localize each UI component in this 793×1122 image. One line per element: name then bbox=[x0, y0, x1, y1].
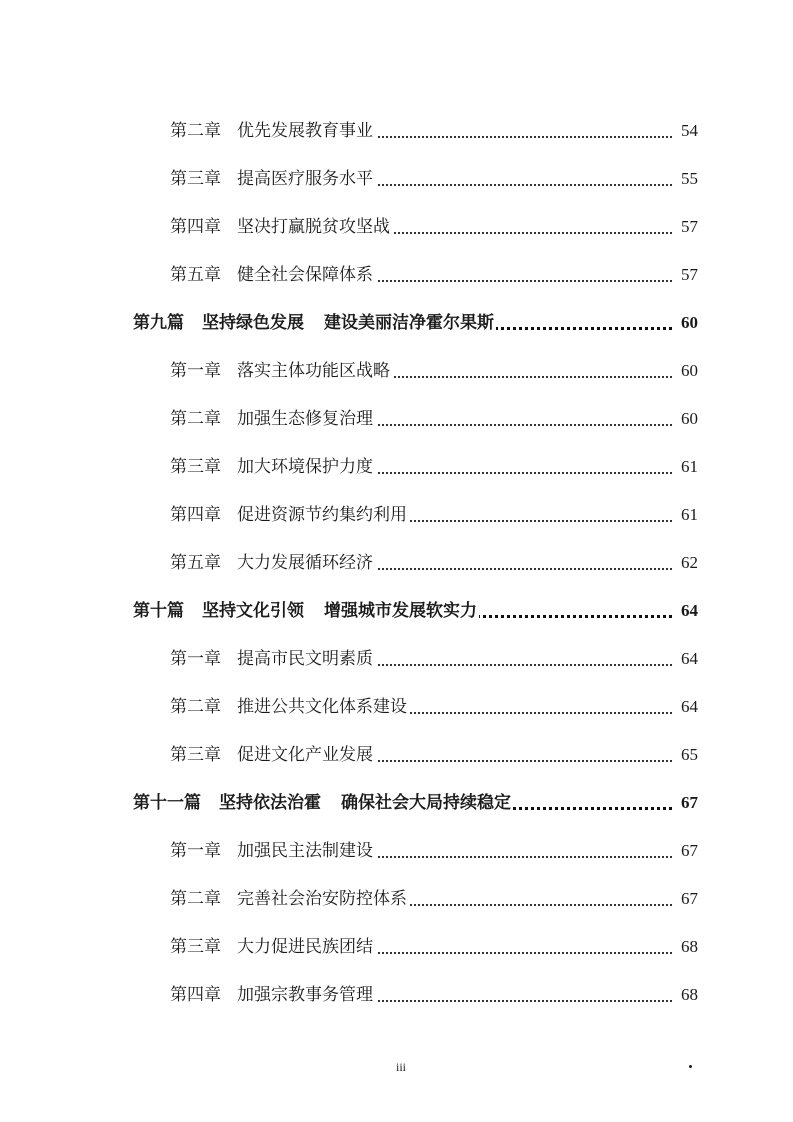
toc-chapter-entry bbox=[0, 836, 793, 866]
toc-chapter-entry bbox=[0, 212, 793, 242]
page-number: 57 bbox=[681, 217, 698, 236]
chapter-number: 第三章 bbox=[170, 457, 221, 477]
page-number: 61 bbox=[681, 505, 698, 524]
entry-label bbox=[170, 260, 376, 290]
toc-chapter-entry bbox=[0, 260, 793, 290]
toc-chapter-entry bbox=[0, 164, 793, 194]
entry-label bbox=[170, 212, 393, 242]
page-number: 64 bbox=[681, 697, 698, 716]
chapter-number: 第三章 bbox=[170, 169, 221, 189]
toc-part-entry bbox=[0, 788, 793, 818]
toc-chapter-entry bbox=[0, 404, 793, 434]
chapter-number: 第五章 bbox=[170, 553, 221, 573]
chapter-title: 提高市民文明素质 bbox=[237, 649, 373, 669]
chapter-number: 第三章 bbox=[170, 745, 221, 765]
entry-label bbox=[170, 548, 376, 578]
page-number: 55 bbox=[681, 169, 698, 188]
toc-part-entry bbox=[0, 596, 793, 626]
toc-chapter-entry bbox=[0, 932, 793, 962]
chapter-number: 第四章 bbox=[170, 217, 221, 237]
entry-label bbox=[170, 500, 410, 530]
chapter-title: 提高医疗服务水平 bbox=[237, 169, 373, 189]
chapter-title: 促进文化产业发展 bbox=[237, 745, 373, 765]
page-number: 61 bbox=[681, 457, 698, 476]
footer-page-number: iii bbox=[396, 1060, 407, 1074]
part-number: 第十一篇 bbox=[133, 793, 201, 813]
page-number: 68 bbox=[681, 937, 698, 956]
entry-label bbox=[170, 404, 376, 434]
chapter-number: 第四章 bbox=[170, 985, 221, 1005]
toc-chapter-entry bbox=[0, 644, 793, 674]
part-number: 第九篇 bbox=[133, 313, 184, 333]
entry-label bbox=[170, 356, 393, 386]
page-number: 64 bbox=[681, 649, 698, 668]
toc-chapter-entry bbox=[0, 452, 793, 482]
footer-dot-mark bbox=[689, 1065, 692, 1068]
toc-chapter-entry bbox=[0, 980, 793, 1010]
part-number: 第十篇 bbox=[133, 601, 184, 621]
part-title: 坚持文化引领 bbox=[202, 601, 304, 621]
page-number: 60 bbox=[681, 313, 698, 332]
chapter-title: 加强生态修复治理 bbox=[237, 409, 373, 429]
chapter-title: 大力发展循环经济 bbox=[237, 553, 373, 573]
chapter-number: 第一章 bbox=[170, 841, 221, 861]
chapter-title: 加强民主法制建设 bbox=[237, 841, 373, 861]
toc-chapter-entry bbox=[0, 740, 793, 770]
chapter-title: 优先发展教育事业 bbox=[237, 121, 373, 141]
part-subtitle: 建设美丽洁净霍尔果斯 bbox=[324, 313, 494, 333]
page-number: 65 bbox=[681, 745, 698, 764]
chapter-title: 完善社会治安防控体系 bbox=[237, 889, 407, 909]
entry-label bbox=[133, 308, 496, 338]
page-number: 68 bbox=[681, 985, 698, 1004]
chapter-title: 落实主体功能区战略 bbox=[237, 361, 390, 381]
page-number: 67 bbox=[681, 793, 698, 812]
entry-label bbox=[170, 644, 376, 674]
toc-chapter-entry bbox=[0, 548, 793, 578]
entry-label bbox=[170, 740, 376, 770]
toc-chapter-entry bbox=[0, 356, 793, 386]
page-number: 54 bbox=[681, 121, 698, 140]
entry-label bbox=[170, 692, 410, 722]
chapter-number: 第二章 bbox=[170, 409, 221, 429]
chapter-number: 第一章 bbox=[170, 361, 221, 381]
entry-label bbox=[133, 788, 513, 818]
chapter-title: 健全社会保障体系 bbox=[237, 265, 373, 285]
entry-label bbox=[170, 116, 376, 146]
page-number: 57 bbox=[681, 265, 698, 284]
chapter-number: 第二章 bbox=[170, 697, 221, 717]
toc-part-entry bbox=[0, 308, 793, 338]
chapter-title: 加强宗教事务管理 bbox=[237, 985, 373, 1005]
toc-chapter-entry bbox=[0, 500, 793, 530]
page-number: 67 bbox=[681, 841, 698, 860]
chapter-title: 推进公共文化体系建设 bbox=[237, 697, 407, 717]
chapter-number: 第五章 bbox=[170, 265, 221, 285]
part-title: 坚持绿色发展 bbox=[202, 313, 304, 333]
entry-label bbox=[133, 596, 479, 626]
part-subtitle: 增强城市发展软实力 bbox=[324, 601, 477, 621]
entry-label bbox=[170, 452, 376, 482]
entry-label bbox=[170, 164, 376, 194]
entry-label bbox=[170, 980, 376, 1010]
page-number: 60 bbox=[681, 361, 698, 380]
chapter-number: 第二章 bbox=[170, 889, 221, 909]
chapter-title: 大力促进民族团结 bbox=[237, 937, 373, 957]
chapter-number: 第三章 bbox=[170, 937, 221, 957]
page-number: 62 bbox=[681, 553, 698, 572]
entry-label bbox=[170, 884, 410, 914]
part-title: 坚持依法治霍 bbox=[219, 793, 321, 813]
chapter-number: 第二章 bbox=[170, 121, 221, 141]
entry-label bbox=[170, 836, 376, 866]
chapter-title: 坚决打赢脱贫攻坚战 bbox=[237, 217, 390, 237]
part-subtitle: 确保社会大局持续稳定 bbox=[341, 793, 511, 813]
toc-chapter-entry bbox=[0, 692, 793, 722]
chapter-title: 促进资源节约集约利用 bbox=[237, 505, 407, 525]
page-number: 60 bbox=[681, 409, 698, 428]
page-number: 64 bbox=[681, 601, 698, 620]
entry-label bbox=[170, 932, 376, 962]
chapter-number: 第四章 bbox=[170, 505, 221, 525]
chapter-title: 加大环境保护力度 bbox=[237, 457, 373, 477]
toc-chapter-entry bbox=[0, 116, 793, 146]
toc-chapter-entry bbox=[0, 884, 793, 914]
chapter-number: 第一章 bbox=[170, 649, 221, 669]
page-number: 67 bbox=[681, 889, 698, 908]
